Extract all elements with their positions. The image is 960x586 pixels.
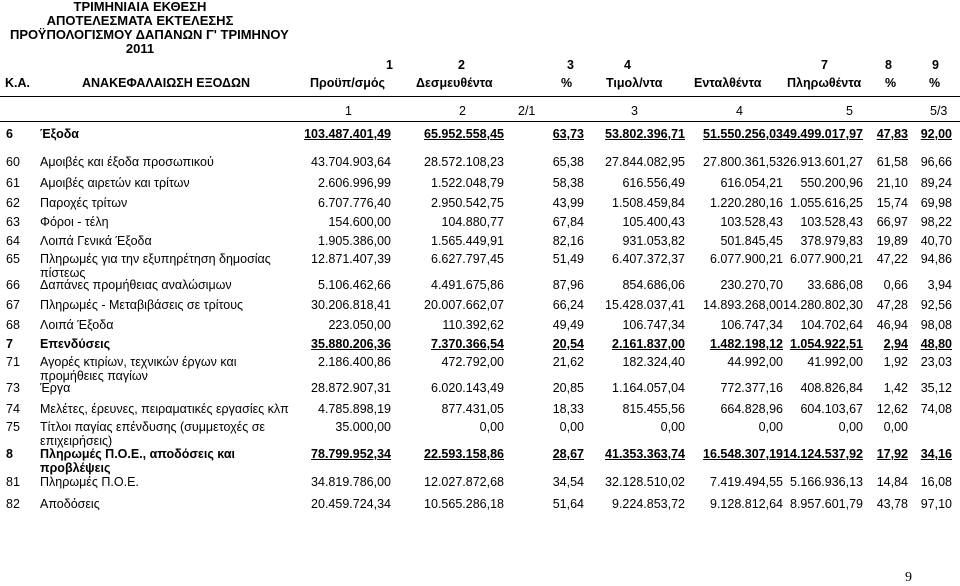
cell-code: 73: [6, 381, 20, 395]
cell-desc: Πληρωμές Π.Ο.Ε., αποδόσεις και: [40, 447, 236, 461]
cell-budget: 1.905.386,00: [318, 234, 391, 248]
cell-pct1: 65,38: [552, 155, 584, 169]
cell-ordered: 103.528,43: [720, 215, 783, 229]
sub-number-3: 2/1: [518, 104, 536, 118]
header-pct1: %: [561, 76, 573, 90]
cell-ordered: 616.054,21: [720, 176, 783, 190]
cell-paid: 5.166.936,13: [790, 475, 863, 489]
cell-paid: 14.280.802,30: [783, 298, 863, 312]
table-row: [0, 318, 960, 336]
cell-desc: Λοιπά Έξοδα: [40, 318, 114, 332]
cell-budget: 154.600,00: [328, 215, 391, 229]
cell-code: 65: [6, 252, 20, 266]
cell-invoiced: 6.407.372,37: [612, 252, 685, 266]
cell-desc: Αγορές κτιρίων, τεχνικών έργων και: [40, 355, 237, 369]
header-invoiced: Τιμολ/ντα: [606, 76, 663, 90]
cell-pct1: 18,33: [552, 402, 584, 416]
cell-desc: Αμοιβές και έξοδα προσωπικού: [40, 155, 214, 169]
cell-ordered: 772.377,16: [720, 381, 783, 395]
cell-committed: 12.027.872,68: [424, 475, 504, 489]
cell-invoiced: 53.802.396,71: [605, 127, 685, 141]
cell-pct3: 69,98: [920, 196, 952, 210]
col-number-pct2: 8: [885, 58, 892, 72]
cell-desc-continued: πίστεως: [40, 266, 86, 280]
header-pct2: %: [885, 76, 897, 90]
cell-pct1: 67,84: [552, 215, 584, 229]
cell-pct3: 16,08: [920, 475, 952, 489]
cell-committed: 0,00: [479, 420, 504, 434]
cell-paid: 8.957.601,79: [790, 497, 863, 511]
header-ordered: Ενταλθέντα: [694, 76, 762, 90]
cell-committed: 104.880,77: [441, 215, 504, 229]
cell-ordered: 1.482.198,12: [710, 337, 783, 351]
cell-budget: 12.871.407,39: [311, 252, 391, 266]
cell-pct1: 20,85: [552, 381, 584, 395]
cell-pct3: 92,00: [920, 127, 952, 141]
cell-pct3: 94,86: [920, 252, 952, 266]
cell-committed: 110.392,62: [442, 318, 504, 332]
cell-pct2: 21,10: [876, 176, 908, 190]
cell-code: 75: [6, 420, 20, 434]
cell-pct3: 92,56: [920, 298, 952, 312]
cell-desc: Τίτλοι παγίας επένδυσης (συμμετοχές σε: [40, 420, 265, 434]
cell-pct2: 66,97: [876, 215, 908, 229]
cell-paid: 14.124.537,92: [783, 447, 863, 461]
header-code: Κ.Α.: [5, 76, 30, 90]
sub-number-5: 4: [736, 104, 743, 118]
cell-invoiced: 2.161.837,00: [612, 337, 685, 351]
title-line-3: ΠΡΟΫΠΟΛΟΓΙΣΜΟΥ ΔΑΠΑΝΩΝ Γ' ΤΡΙΜΗΝΟΥ: [10, 27, 289, 42]
cell-desc: Πληρωμές Π.Ο.Ε.: [40, 475, 139, 489]
cell-pct2: 1,92: [883, 355, 908, 369]
cell-committed: 22.593.158,86: [424, 447, 504, 461]
header-budget: Προϋπ/σμός: [310, 76, 386, 90]
title-line-4: 2011: [125, 41, 155, 56]
sub-number-4: 3: [631, 104, 638, 118]
col-number-invoiced: 4: [624, 58, 631, 72]
cell-invoiced: 616.556,49: [622, 176, 685, 190]
cell-committed: 4.491.675,86: [431, 278, 504, 292]
cell-ordered: 501.845,45: [720, 234, 783, 248]
cell-invoiced: 27.844.082,95: [605, 155, 685, 169]
cell-invoiced: 182.324,40: [622, 355, 685, 369]
cell-budget: 78.799.952,34: [311, 447, 391, 461]
cell-pct3: 74,08: [920, 402, 952, 416]
cell-pct1: 58,38: [552, 176, 584, 190]
report-title: [10, 0, 289, 56]
col-number-paid: 7: [821, 58, 828, 72]
cell-ordered: 664.828,96: [720, 402, 783, 416]
cell-budget: 5.106.462,66: [318, 278, 391, 292]
cell-pct2: 0,66: [883, 278, 908, 292]
cell-budget: 223.050,00: [328, 318, 391, 332]
cell-paid: 378.979,83: [800, 234, 863, 248]
cell-code: 74: [6, 402, 20, 416]
cell-pct2: 47,28: [876, 298, 908, 312]
cell-pct2: 61,58: [876, 155, 908, 169]
cell-pct1: 34,54: [552, 475, 584, 489]
cell-pct3: 48,80: [920, 337, 952, 351]
cell-pct2: 17,92: [876, 447, 908, 461]
cell-paid: 408.826,84: [800, 381, 863, 395]
cell-budget: 30.206.818,41: [311, 298, 391, 312]
cell-pct2: 12,62: [876, 402, 908, 416]
cell-pct2: 46,94: [876, 318, 908, 332]
cell-pct2: 0,00: [883, 420, 908, 434]
cell-ordered: 0,00: [758, 420, 783, 434]
cell-paid: 26.913.601,27: [783, 155, 863, 169]
title-line-1: ΤΡΙΜΗΝΙΑΙΑ ΕΚΘΕΣΗ: [73, 0, 207, 14]
sub-number-6: 5: [846, 104, 853, 118]
cell-code: 66: [6, 278, 20, 292]
cell-pct1: 49,49: [552, 318, 584, 332]
cell-desc: Αμοιβές αιρετών και τρίτων: [40, 176, 190, 190]
title-line-2: ΑΠΟΤΕΛΕΣΜΑΤΑ ΕΚΤΕΛΕΣΗΣ: [46, 13, 234, 28]
cell-pct1: 87,96: [552, 278, 584, 292]
cell-committed: 1.565.449,91: [431, 234, 504, 248]
cell-ordered: 106.747,34: [720, 318, 783, 332]
cell-pct3: 40,70: [920, 234, 952, 248]
cell-code: 60: [6, 155, 20, 169]
header-divider: [0, 96, 960, 97]
table-row: [0, 176, 960, 194]
cell-paid: 1.055.616,25: [790, 196, 863, 210]
col-number-pct3: 9: [932, 58, 939, 72]
sub-number-7: 5/3: [930, 104, 948, 118]
cell-paid: 604.103,67: [800, 402, 863, 416]
col-number-budget: 1: [386, 58, 393, 72]
cell-budget: 20.459.724,34: [311, 497, 391, 511]
cell-ordered: 6.077.900,21: [710, 252, 783, 266]
cell-paid: 1.054.922,51: [790, 337, 863, 351]
cell-budget: 2.606.996,99: [318, 176, 391, 190]
cell-invoiced: 106.747,34: [622, 318, 685, 332]
cell-paid: 550.200,96: [800, 176, 863, 190]
cell-pct2: 15,74: [876, 196, 908, 210]
cell-ordered: 27.800.361,53: [703, 155, 783, 169]
table-row: [0, 234, 960, 252]
cell-invoiced: 1.164.057,04: [612, 381, 685, 395]
cell-invoiced: 41.353.363,74: [605, 447, 685, 461]
cell-code: 71: [6, 355, 20, 369]
header-pct3: %: [929, 76, 941, 90]
cell-pct1: 63,73: [552, 127, 584, 141]
cell-invoiced: 32.128.510,02: [605, 475, 685, 489]
header-committed: Δεσμευθέντα: [416, 76, 493, 90]
cell-pct3: 35,12: [920, 381, 952, 395]
cell-ordered: 51.550.256,03: [703, 127, 783, 141]
cell-committed: 20.007.662,07: [424, 298, 504, 312]
cell-desc: Πληρωμές - Μεταβιβάσεις σε τρίτους: [40, 298, 244, 312]
cell-invoiced: 105.400,43: [622, 215, 685, 229]
cell-desc-continued: επιχειρήσεις): [40, 434, 113, 448]
cell-desc: Έργα: [40, 381, 71, 395]
table-row: [0, 355, 960, 383]
cell-desc: Πληρωμές για την εξυπηρέτηση δημοσίας: [40, 252, 271, 266]
cell-pct1: 0,00: [559, 420, 584, 434]
cell-desc-continued: προβλέψεις: [40, 461, 111, 475]
cell-committed: 1.522.048,79: [431, 176, 504, 190]
table-row: [0, 420, 960, 448]
cell-invoiced: 854.686,06: [622, 278, 685, 292]
cell-ordered: 1.220.280,16: [710, 196, 783, 210]
sub-number-1: 1: [345, 104, 352, 118]
cell-desc: Δαπάνες προμήθειας αναλώσιμων: [40, 278, 232, 292]
cell-paid: 0,00: [838, 420, 863, 434]
cell-code: 68: [6, 318, 20, 332]
cell-pct1: 21,62: [552, 355, 584, 369]
sub-number-2: 2: [459, 104, 466, 118]
table-row: [0, 402, 960, 420]
cell-ordered: 7.419.494,55: [710, 475, 783, 489]
table-row: [0, 155, 960, 173]
cell-budget: 35.000,00: [335, 420, 391, 434]
cell-desc: Λοιπά Γενικά Έξοδα: [40, 234, 152, 248]
cell-committed: 28.572.108,23: [424, 155, 504, 169]
cell-ordered: 14.893.268,00: [703, 298, 783, 312]
cell-invoiced: 815.455,56: [622, 402, 685, 416]
table-row: [0, 196, 960, 214]
table-row: [0, 497, 960, 515]
cell-pct3: 34,16: [920, 447, 952, 461]
table-row: [0, 278, 960, 296]
table-row: [0, 337, 960, 355]
cell-committed: 6.627.797,45: [431, 252, 504, 266]
col-number-committed: 2: [458, 58, 465, 72]
subheader-divider: [0, 121, 960, 122]
cell-budget: 2.186.400,86: [318, 355, 391, 369]
cell-pct1: 20,54: [552, 337, 584, 351]
cell-code: 62: [6, 196, 20, 210]
cell-pct2: 2,94: [883, 337, 908, 351]
table-row: [0, 475, 960, 493]
table-row: [0, 298, 960, 316]
cell-committed: 877.431,05: [441, 402, 504, 416]
cell-ordered: 230.270,70: [720, 278, 783, 292]
cell-code: 82: [6, 497, 20, 511]
table-row: [0, 215, 960, 233]
cell-desc: Έξοδα: [40, 127, 79, 141]
cell-budget: 103.487.401,49: [304, 127, 391, 141]
cell-code: 81: [6, 475, 20, 489]
cell-committed: 6.020.143,49: [431, 381, 504, 395]
table-row: [0, 252, 960, 280]
col-number-pct1: 3: [567, 58, 574, 72]
cell-code: 64: [6, 234, 20, 248]
cell-desc: Παροχές τρίτων: [40, 196, 128, 210]
cell-paid: 104.702,64: [800, 318, 863, 332]
cell-budget: 6.707.776,40: [318, 196, 391, 210]
cell-pct2: 47,83: [876, 127, 908, 141]
cell-pct3: 96,66: [920, 155, 952, 169]
table-row: [0, 381, 960, 399]
cell-pct2: 19,89: [876, 234, 908, 248]
cell-committed: 10.565.286,18: [424, 497, 504, 511]
cell-pct1: 43,99: [552, 196, 584, 210]
cell-code: 8: [6, 447, 13, 461]
cell-invoiced: 931.053,82: [622, 234, 685, 248]
table-row: [0, 127, 960, 145]
cell-pct3: 23,03: [920, 355, 952, 369]
cell-ordered: 9.128.812,64: [710, 497, 783, 511]
cell-pct3: 97,10: [920, 497, 952, 511]
cell-pct2: 1,42: [883, 381, 908, 395]
cell-code: 6: [6, 127, 13, 141]
cell-desc-continued: προμήθειες παγίων: [40, 369, 148, 383]
cell-committed: 2.950.542,75: [431, 196, 504, 210]
table-row: [0, 447, 960, 475]
page-number: 9: [905, 570, 912, 585]
cell-pct3: 89,24: [920, 176, 952, 190]
cell-budget: 35.880.206,36: [311, 337, 391, 351]
cell-budget: 28.872.907,31: [311, 381, 391, 395]
cell-budget: 43.704.903,64: [311, 155, 391, 169]
header-description: ΑΝΑΚΕΦΑΛΑΙΩΣΗ ΕΞΟΔΩΝ: [82, 76, 251, 90]
cell-desc: Επενδύσεις: [40, 337, 111, 351]
cell-pct2: 43,78: [876, 497, 908, 511]
cell-ordered: 16.548.307,19: [703, 447, 783, 461]
cell-budget: 34.819.786,00: [311, 475, 391, 489]
cell-paid: 103.528,43: [800, 215, 863, 229]
cell-code: 7: [6, 337, 13, 351]
cell-pct3: 98,08: [920, 318, 952, 332]
header-paid: Πληρωθέντα: [787, 76, 862, 90]
cell-pct3: 3,94: [927, 278, 952, 292]
cell-committed: 7.370.366,54: [431, 337, 504, 351]
cell-invoiced: 9.224.853,72: [612, 497, 685, 511]
cell-code: 67: [6, 298, 20, 312]
cell-committed: 472.792,00: [441, 355, 504, 369]
cell-invoiced: 0,00: [660, 420, 685, 434]
cell-budget: 4.785.898,19: [318, 402, 391, 416]
cell-pct1: 51,49: [552, 252, 584, 266]
cell-pct2: 47,22: [876, 252, 908, 266]
cell-desc: Αποδόσεις: [40, 497, 100, 511]
cell-invoiced: 15.428.037,41: [605, 298, 685, 312]
cell-desc: Φόροι - τέλη: [40, 215, 109, 229]
cell-committed: 65.952.558,45: [424, 127, 504, 141]
cell-desc: Μελέτες, έρευνες, πειραματικές εργασίες κλπ: [40, 402, 289, 416]
cell-pct1: 66,24: [552, 298, 584, 312]
cell-paid: 33.686,08: [807, 278, 863, 292]
cell-pct1: 51,64: [552, 497, 584, 511]
cell-pct2: 14,84: [876, 475, 908, 489]
cell-code: 61: [6, 176, 20, 190]
cell-ordered: 44.992,00: [727, 355, 783, 369]
cell-pct1: 82,16: [552, 234, 584, 248]
cell-paid: 6.077.900,21: [790, 252, 863, 266]
cell-pct1: 28,67: [552, 447, 584, 461]
cell-paid: 41.992,00: [807, 355, 863, 369]
cell-pct3: 98,22: [920, 215, 952, 229]
cell-invoiced: 1.508.459,84: [612, 196, 685, 210]
cell-code: 63: [6, 215, 20, 229]
cell-paid: 49.499.017,97: [783, 127, 863, 141]
